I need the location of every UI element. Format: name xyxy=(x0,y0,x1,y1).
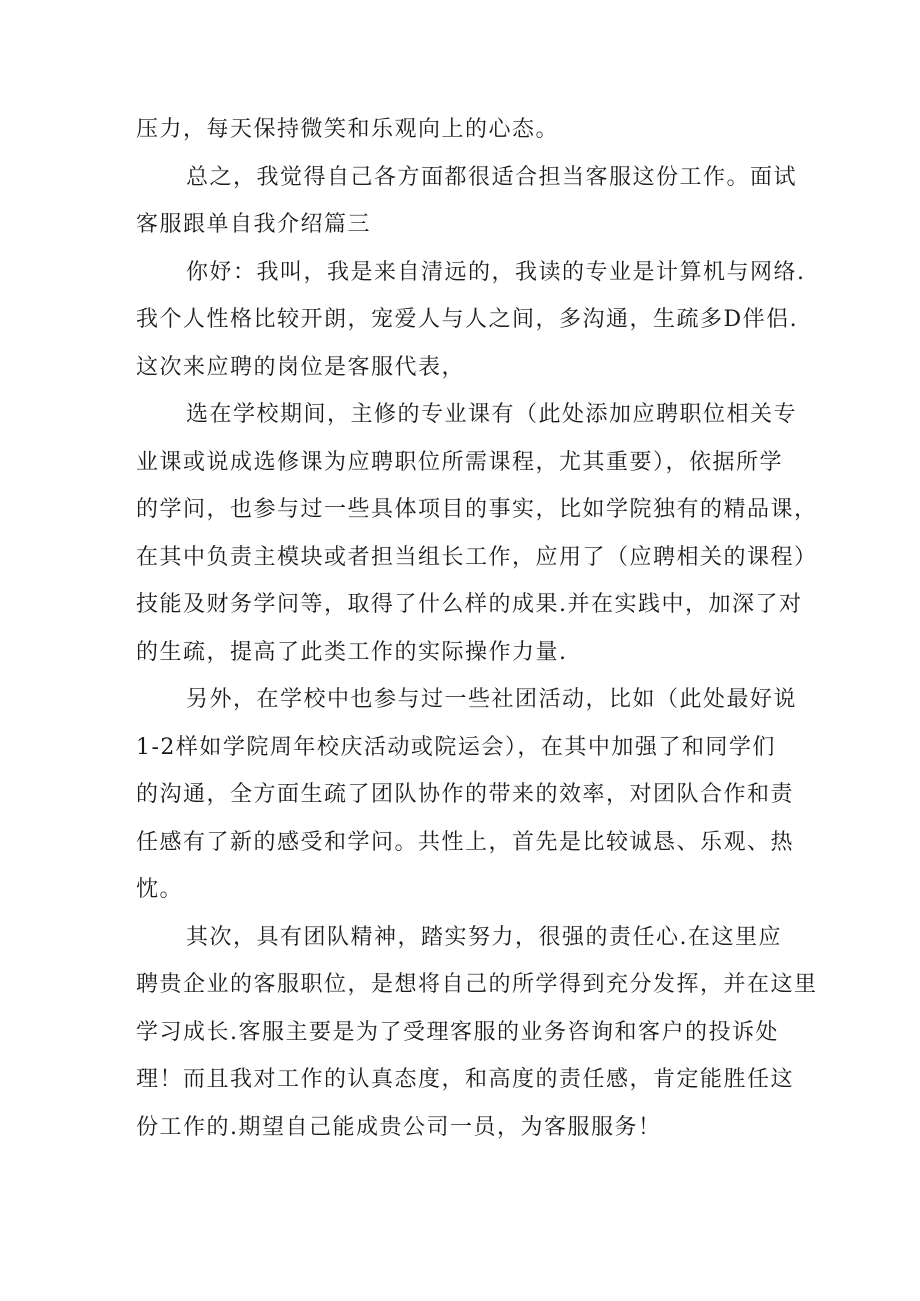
text-line: 另外，在学校中也参与过一些社团活动，比如（此处最好说 xyxy=(186,687,798,712)
text-line: 份工作的.期望自己能成贵公司一员，为客服服务！ xyxy=(136,1114,662,1140)
text-line: 任感有了新的感受和学问。共性上，首先是比较诚恳、乐观、热 xyxy=(136,829,795,855)
text-line: 业课或说成选修课为应聘职位所需课程，尤其重要），依据所学 xyxy=(136,449,784,475)
text-line: 客服跟单自我介绍篇三 xyxy=(136,212,372,237)
text-line: 的沟通，全方面生疏了团队协作的带来的效率，对团队合作和责 xyxy=(136,782,795,807)
text-line: 我个人性格比较开朗，宠爱人与人之间，多沟通，生疏多D伴侣. xyxy=(136,307,799,332)
text-line: 聘贵企业的客服职位，是想将自己的所学得到充分发挥，并在这里 xyxy=(136,972,818,997)
text-line: 1-2样如学院周年校庆活动或院运会），在其中加强了和同学们 xyxy=(136,734,776,760)
text-line: 学习成长.客服主要是为了受理客服的业务咨询和客户的投诉处 xyxy=(136,1019,779,1045)
text-line: 选在学校期间，主修的专业课有（此处添加应聘职位相关专 xyxy=(186,402,798,427)
text-line: 其次，具有团队精神，踏实努力，很强的责任心.在这里应 xyxy=(186,924,782,950)
text-line: 理！而且我对工作的认真态度，和高度的责任感，肯定能胜任这 xyxy=(136,1067,795,1092)
document-body xyxy=(136,106,836,1151)
text-line: 忱。 xyxy=(136,877,184,902)
text-line: 这次来应聘的岗位是客服代表， xyxy=(136,354,466,380)
text-line: 压力，每天保持微笑和乐观向上的心态。 xyxy=(136,117,560,142)
text-line: 技能及财务学问等，取得了什么样的成果.并在实践中，加深了对 xyxy=(136,592,803,617)
text-line: 的生疏，提高了此类工作的实际操作力量. xyxy=(136,639,568,665)
text-line: 在其中负责主模块或者担当组长工作，应用了（应聘相关的课程） xyxy=(136,544,818,570)
text-line: 的学问，也参与过一些具体项目的事实，比如学院独有的精品课， xyxy=(136,497,818,522)
text-line: 总之，我觉得自己各方面都很适合担当客服这份工作。面试 xyxy=(186,164,798,190)
text-line: 你妤：我叫，我是来自清远的，我读的专业是计算机与网络. xyxy=(186,259,806,285)
